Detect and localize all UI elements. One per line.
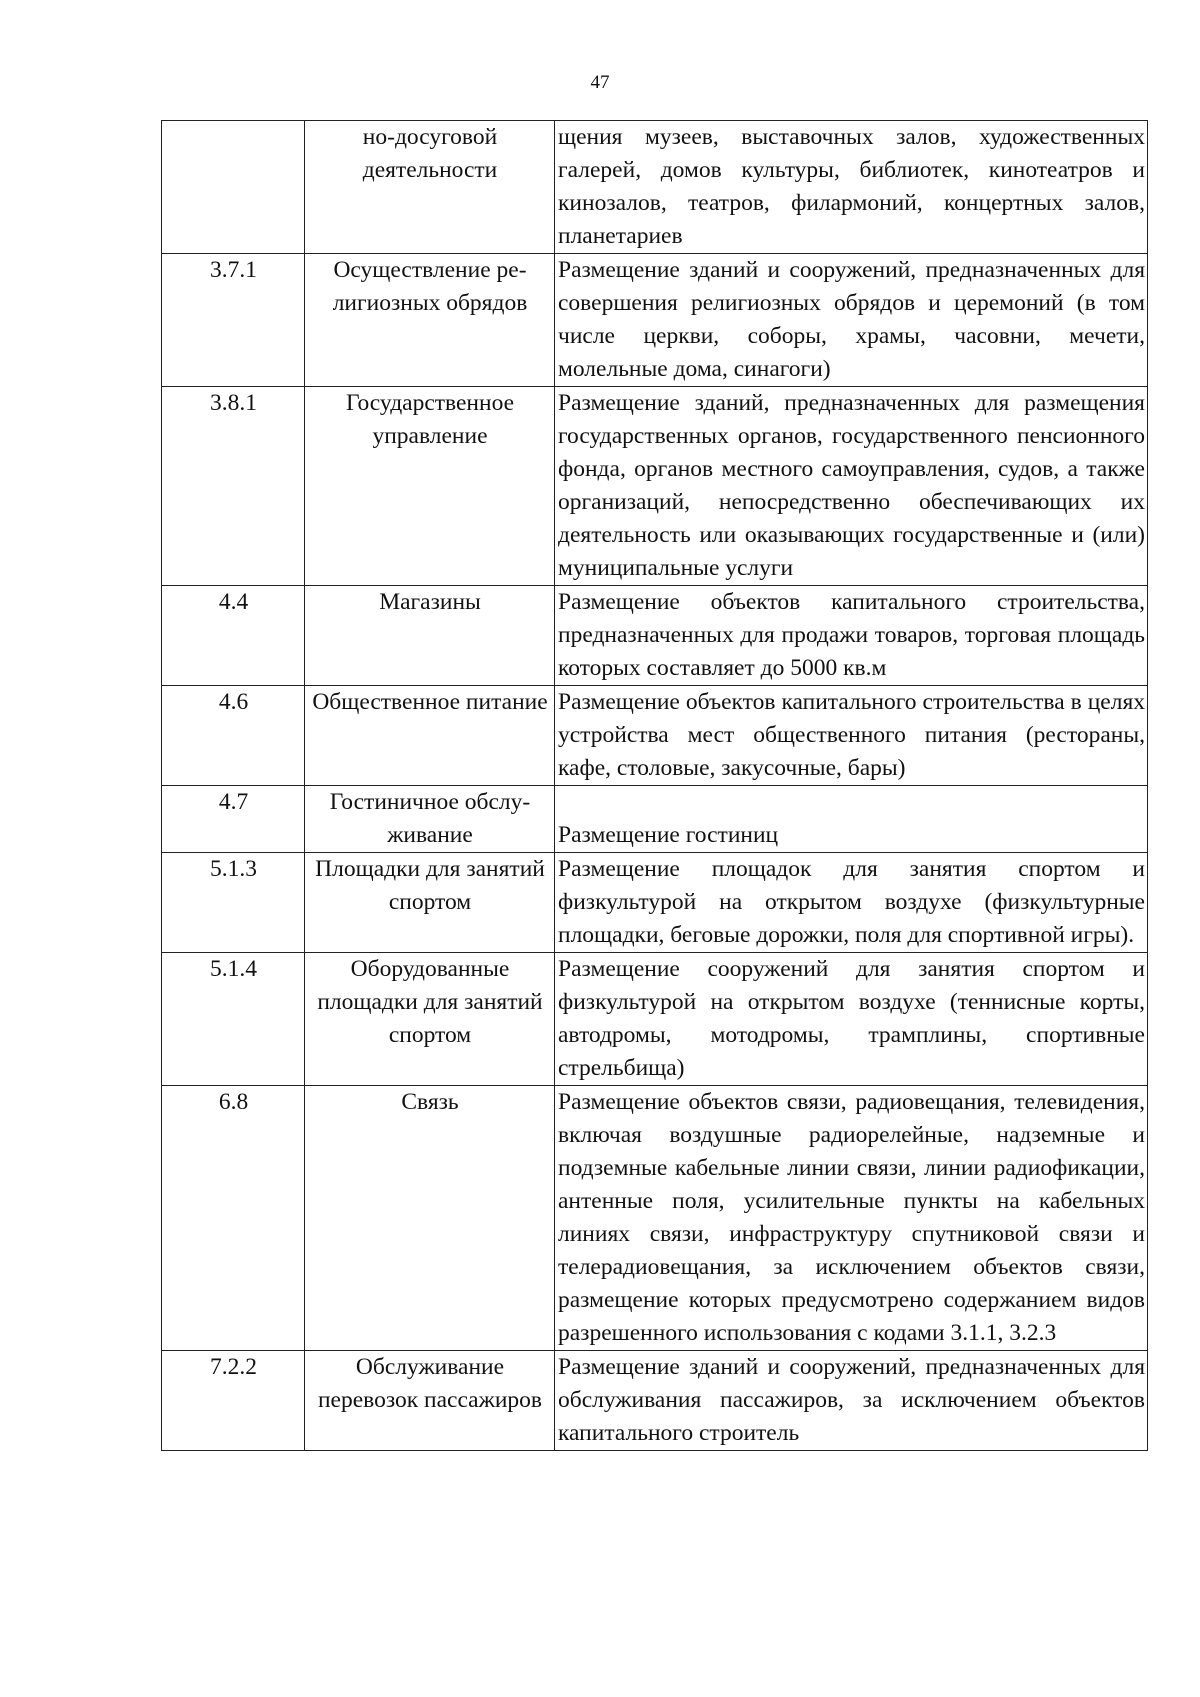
cell-description: Размещение сооружений для занятия спортом и физкультурой на открытом воздухе (теннисные корты, автодромы, мотодромы, трамплины, спортивные стрельбища) [555,953,1148,1086]
cell-use-type: Гостиничное обслуживание [305,786,555,853]
cell-code: 6.8 [162,1086,305,1351]
cell-code: 4.4 [162,586,305,686]
table-row [162,586,1148,686]
cell-description: Размещение зданий и сооружений, предназначенных для совершения религиозных обрядов и церемоний (в том числе церкви, соборы, храмы, часовни, мечети, молельные дома, синагоги) [555,254,1148,387]
cell-use-type: Государственное управление [305,387,555,586]
table-row [162,786,1148,853]
cell-code: 7.2.2 [162,1351,305,1451]
cell-description: щения музеев, выставочных залов, художественных галерей, домов культуры, библиотек, кинотеатров и кинозалов, театров, филармоний, концертных залов, планетариев [555,121,1148,254]
cell-description: Размещение гостиниц [555,786,1148,853]
cell-use-type: Общественное питание [305,686,555,786]
cell-code: 3.8.1 [162,387,305,586]
cell-description: Размещение зданий и сооружений, предназначенных для обслуживания пассажиров, за исключением объектов капитального строитель [555,1351,1148,1451]
cell-code [162,121,305,254]
table-row [162,254,1148,387]
cell-use-type: Оборудованные площадки для занятий спортом [305,953,555,1086]
cell-use-type: Магазины [305,586,555,686]
table-row [162,686,1148,786]
cell-use-type: Осуществление религиозных обрядов [305,254,555,387]
cell-use-type: Обслуживание перевозок пассажиров [305,1351,555,1451]
page-number: 47 [590,72,610,93]
cell-description: Размещение площадок для занятия спортом и физкультурой на открытом воздухе (физкультурные площадки, беговые дорожки, поля для спортивной игры). [555,853,1148,953]
table-row [162,121,1148,254]
cell-use-type: Связь [305,1086,555,1351]
table-row [162,1086,1148,1351]
land-use-table [161,120,1148,1451]
cell-code: 4.6 [162,686,305,786]
cell-code: 3.7.1 [162,254,305,387]
table-body [162,121,1148,1451]
table-row [162,1351,1148,1451]
table-row [162,853,1148,953]
table-row [162,953,1148,1086]
cell-description: Размещение объектов связи, радиовещания, телевидения, включая воздушные радиорелейные, надземные и подземные кабельные линии связи, линии радиофикации, антенные поля, усилительные пункты на кабельных линиях связи, инфраструктуру спутниковой связи и телерадиовещания, за исключением объектов связи, размещение которых предусмотрено содержанием видов разрешенного использования с кодами 3.1.1, 3.2.3 [555,1086,1148,1351]
cell-code: 5.1.4 [162,953,305,1086]
cell-description: Размещение зданий, предназначенных для размещения государственных органов, государственного пенсионного фонда, органов местного самоуправления, судов, а также организаций, непосредственно обеспечивающих их деятельность или оказывающих государственные и (или) муниципальные услуги [555,387,1148,586]
cell-use-type: Площадки для занятий спортом [305,853,555,953]
cell-description: Размещение объектов капитального строительства, предназначенных для продажи товаров, торговая площадь которых составляет до 5000 кв.м [555,586,1148,686]
cell-description: Размещение объектов капитального строительства в целях устройства мест общественного питания (рестораны, кафе, столовые, закусочные, бары) [555,686,1148,786]
cell-code: 4.7 [162,786,305,853]
table-row [162,387,1148,586]
cell-use-type: но-досуговой деятельности [305,121,555,254]
cell-code: 5.1.3 [162,853,305,953]
